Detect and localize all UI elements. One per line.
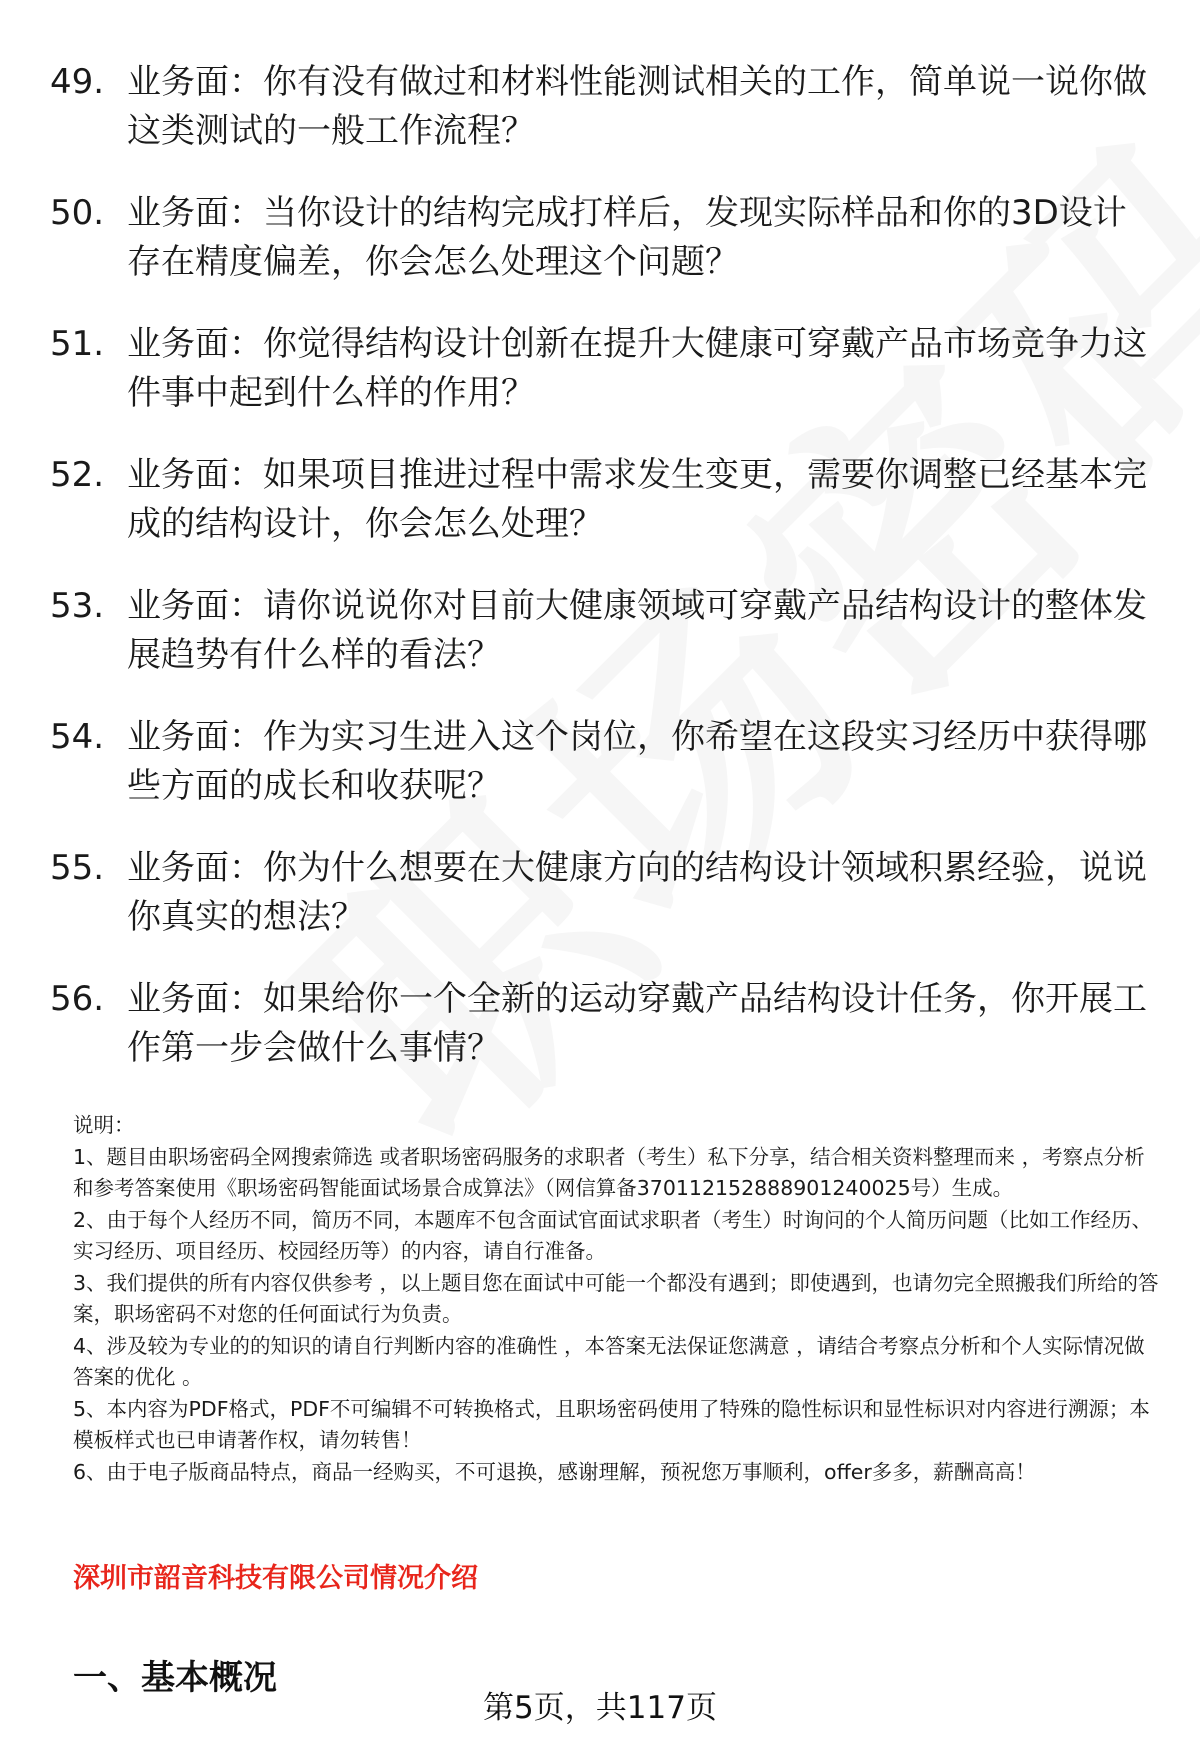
- company-intro-title: 深圳市韶音科技有限公司情况介绍: [73, 1563, 478, 1594]
- question-text: 业务面：当你设计的结构完成打样后，发现实际样品和你的3D设计存在精度偏差，你会怎么处理这个问题？: [127, 193, 1127, 282]
- question-number: 53.: [50, 586, 105, 626]
- page-number: 第5页，共117页: [483, 1690, 717, 1726]
- note-item: 4、涉及较为专业的的知识的请自行判断内容的准确性 ，本答案无法保证您满意 ，请结合考察点分析和个人实际情况做答案的优化 。: [73, 1333, 1145, 1389]
- question-number: 54.: [50, 717, 105, 757]
- note-item: 5、本内容为PDF格式，PDF不可编辑不可转换格式，且职场密码使用了特殊的隐性标识和显性标识对内容进行溯源；本模板样式也已申请著作权，请勿转售！: [73, 1396, 1150, 1452]
- question-number: 56.: [50, 979, 105, 1019]
- question-item: [50, 320, 1150, 418]
- question-number: 50.: [50, 193, 105, 233]
- note-item: 2、由于每个人经历不同，简历不同，本题库不包含面试官面试求职者（考生）时询问的个人简历问题（比如工作经历、实习经历、项目经历、校园经历等）的内容，请自行准备。: [73, 1207, 1153, 1263]
- question-text: 业务面：你觉得结构设计创新在提升大健康可穿戴产品市场竞争力这件事中起到什么样的作用？: [127, 324, 1147, 413]
- question-text: 业务面：如果项目推进过程中需求发生变更，需要你调整已经基本完成的结构设计，你会怎么处理？: [127, 455, 1147, 544]
- question-number: 55.: [50, 848, 105, 888]
- notes-heading: 说明：: [73, 1113, 135, 1137]
- question-item: [50, 189, 1150, 287]
- question-text: 业务面：你为什么想要在大健康方向的结构设计领域积累经验，说说你真实的想法？: [127, 848, 1147, 937]
- question-number: 52.: [50, 455, 105, 495]
- question-list: [50, 58, 1150, 1106]
- question-item: [50, 713, 1150, 811]
- question-number: 49.: [50, 62, 105, 102]
- question-number: 51.: [50, 324, 105, 364]
- note-item: 6、由于电子版商品特点，商品一经购买，不可退换，感谢理解，预祝您万事顺利，offer多多，薪酬高高！: [73, 1459, 1036, 1484]
- question-item: [50, 844, 1150, 942]
- question-item: [50, 451, 1150, 549]
- question-item: [50, 975, 1150, 1073]
- question-text: 业务面：请你说说你对目前大健康领域可穿戴产品结构设计的整体发展趋势有什么样的看法？: [127, 586, 1147, 675]
- question-item: [50, 582, 1150, 680]
- note-item: 3、我们提供的所有内容仅供参考 ，以上题目您在面试中可能一个都没有遇到；即使遇到，也请勿完全照搬我们所给的答案，职场密码不对您的任何面试行为负责。: [73, 1270, 1159, 1326]
- notes-section: [73, 1110, 1163, 1488]
- question-text: 业务面：如果给你一个全新的运动穿戴产品结构设计任务，你开展工作第一步会做什么事情？: [127, 979, 1147, 1068]
- question-text: 业务面：你有没有做过和材料性能测试相关的工作，简单说一说你做这类测试的一般工作流程？: [127, 62, 1147, 151]
- note-item: 1、题目由职场密码全网搜索筛选 或者职场密码服务的求职者（考生）私下分享，结合相关资料整理而来 ，考察点分析和参考答案使用《职场密码智能面试场景合成算法》（网信算备370112152888901240025号）生成。: [73, 1144, 1145, 1200]
- question-item: [50, 58, 1150, 156]
- section-heading: 一、基本概况: [73, 1658, 277, 1698]
- question-text: 业务面：作为实习生进入这个岗位，你希望在这段实习经历中获得哪些方面的成长和收获呢？: [127, 717, 1147, 806]
